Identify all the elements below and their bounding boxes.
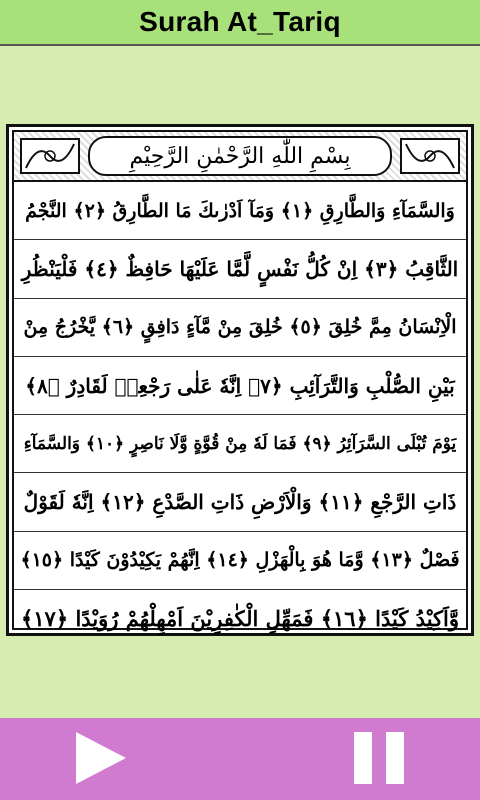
verse-line: [14, 415, 466, 473]
pause-icon: [350, 728, 410, 788]
play-icon: [70, 728, 130, 788]
ornament-left-icon: [20, 138, 80, 174]
verse-line: [14, 299, 466, 357]
verse-line-text: فَصْلٌ ﴿١٣﴾ وَّمَا هُوَ بِالْهَزْلِ ﴿١٤﴾ اِنَّهُمْ يَكِيْدُوْنَ كَيْدًا ﴿١٥﴾: [20, 549, 460, 572]
verse-line-text: يَوْمَ تُبْلَى السَّرَآئِرُ ﴿٩﴾ فَمَا لَهٗ مِنْ قُوَّةٍ وَّلَا نَاصِرٍ ﴿١٠﴾ وَالسَّمَآءِ: [23, 434, 457, 455]
ornament-right-icon: [400, 138, 460, 174]
verse-line-text: بَيْنِ الصُّلْبِ وَالتَّرَآئِبِ ﴿٧﴾ اِنَّهٗ عَلٰى رَجْعِهٖ لَقَادِرٌ ﴿٨﴾: [25, 373, 455, 398]
play-button[interactable]: [70, 728, 130, 788]
verse-line-text: ذَاتِ الرَّجْعِ ﴿١١﴾ وَالْاَرْضِ ذَاتِ الصَّدْعِ ﴿١٢﴾ اِنَّهٗ لَقَوْلٌ: [23, 490, 457, 515]
quran-page-image: [6, 124, 474, 636]
pause-button[interactable]: [350, 728, 410, 788]
verse-lines: [14, 182, 466, 632]
playback-controls: [0, 718, 480, 800]
page-title: Surah At_Tariq: [139, 6, 341, 37]
verse-line: [14, 182, 466, 240]
verse-line: [14, 532, 466, 590]
app-header: [0, 0, 480, 46]
verse-line-text: وَّاَكِيْدُ كَيْدًا ﴿١٦﴾ فَمَهِّلِ الْكٰفِرِيْنَ اَمْهِلْهُمْ رُوَيْدًا ﴿١٧﴾: [20, 606, 460, 632]
verse-line-text: وَالسَّمَآءِ وَالطَّارِقِ ﴿١﴾ وَمَآ اَدْرٰىكَ مَا الطَّارِقُ ﴿٢﴾ النَّجْمُ: [25, 199, 455, 222]
verse-line-text: الثَّاقِبُ ﴿٣﴾ اِنْ كُلُّ نَفْسٍ لَّمَّا عَلَيْهَا حَافِظٌ ﴿٤﴾ فَلْيَنْظُرِ: [21, 256, 459, 281]
verse-line-text: الْاِنْسَانُ مِمَّ خُلِقَ ﴿٥﴾ خُلِقَ مِنْ مَّآءٍ دَافِقٍ ﴿٦﴾ يَّخْرُجُ مِنْ: [23, 316, 457, 339]
bismillah-box: [88, 136, 392, 176]
verse-line: [14, 473, 466, 531]
verse-line: [14, 590, 466, 647]
bismillah-header: [14, 132, 466, 182]
verse-line: [14, 240, 466, 298]
bismillah-text: بِسْمِ اللّٰهِ الرَّحْمٰنِ الرَّحِيْمِ: [129, 143, 351, 169]
verse-line: [14, 357, 466, 415]
quran-page-frame: [12, 130, 468, 630]
